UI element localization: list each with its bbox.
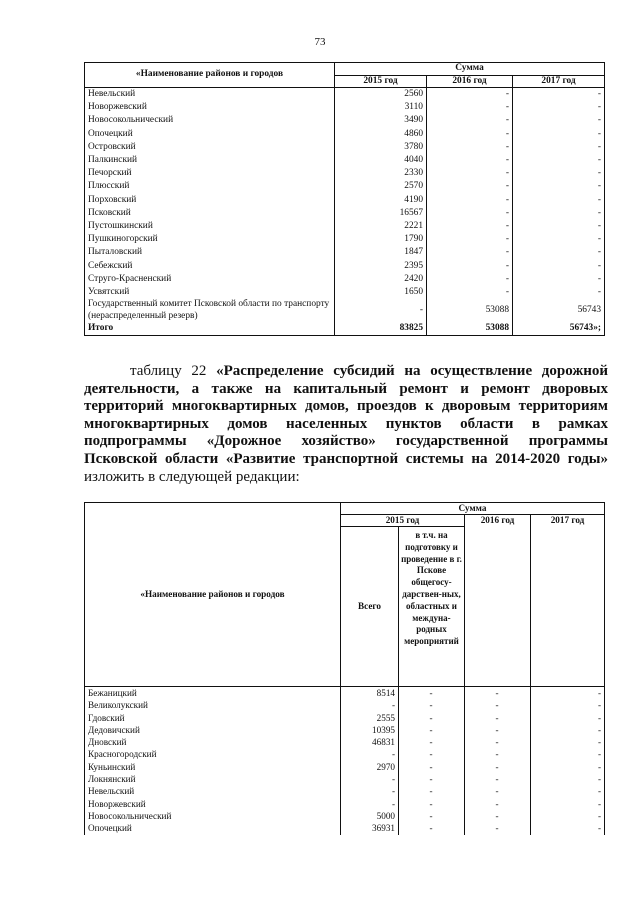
value-2015: 4860: [335, 128, 427, 141]
value-2015: 3490: [335, 114, 427, 127]
table-row: [85, 194, 605, 207]
region-name: Локнянский: [85, 773, 341, 785]
value-2015: 1650: [335, 286, 427, 299]
value-2015: -: [335, 299, 427, 322]
table-row: [85, 246, 605, 259]
value-2016: -: [427, 286, 513, 299]
value-2017: -: [531, 736, 605, 748]
amendment-paragraph: [84, 363, 608, 486]
value-2016: -: [465, 798, 531, 810]
value-2016: -: [427, 114, 513, 127]
paragraph-tail: изложить в следующей редакции:: [84, 468, 300, 485]
value-2017: -: [513, 128, 605, 141]
region-name: Опочецкий: [85, 128, 335, 141]
table-row: [85, 180, 605, 193]
region-name: Невельский: [85, 785, 341, 797]
region-name: Печорский: [85, 167, 335, 180]
value-2017: -: [513, 233, 605, 246]
table-row: [85, 154, 605, 167]
total-label: Итого: [85, 322, 335, 336]
table-row: [85, 785, 605, 797]
value-2015-total: 8514: [341, 687, 399, 700]
total-2017: 56743»;: [513, 322, 605, 336]
header-year-2016: 2016 год: [465, 515, 531, 687]
value-2015-total: -: [341, 773, 399, 785]
region-name: Струго-Красненский: [85, 273, 335, 286]
value-2017: -: [513, 246, 605, 259]
value-2015-total: 2555: [341, 712, 399, 724]
value-2016: -: [427, 194, 513, 207]
value-2017: -: [513, 260, 605, 273]
table-row: [85, 736, 605, 748]
value-2016: -: [465, 687, 531, 700]
value-2017: -: [513, 101, 605, 114]
value-2015-events: -: [399, 822, 465, 834]
value-2017: -: [513, 273, 605, 286]
value-2016: -: [427, 128, 513, 141]
value-2015: 1790: [335, 233, 427, 246]
value-2016: -: [465, 822, 531, 834]
table-row: [85, 798, 605, 810]
table-row: [85, 128, 605, 141]
value-2017: -: [513, 194, 605, 207]
value-2016: -: [427, 154, 513, 167]
value-2017: -: [513, 220, 605, 233]
region-name: Новосокольнический: [85, 114, 335, 127]
total-row: [85, 322, 605, 336]
region-name: Пыталовский: [85, 246, 335, 259]
value-2015: 2330: [335, 167, 427, 180]
value-2015-total: -: [341, 798, 399, 810]
value-2017: -: [513, 114, 605, 127]
value-2016: -: [427, 88, 513, 102]
value-2015: 16567: [335, 207, 427, 220]
header-including-events: в т.ч. на подготовку и проведение в г. Пскове общегосу-дарствен-ных, областных и междуна-родных мероприятий: [399, 527, 465, 687]
value-2015: 2395: [335, 260, 427, 273]
table-row: [85, 260, 605, 273]
table-row: [85, 207, 605, 220]
value-2016: -: [427, 207, 513, 220]
value-2015-events: -: [399, 785, 465, 797]
table-row: [85, 286, 605, 299]
header-region-name: «Наименование районов и городов: [85, 63, 335, 88]
value-2015-total: 10395: [341, 724, 399, 736]
value-2016: -: [465, 712, 531, 724]
value-2015-total: 2970: [341, 761, 399, 773]
value-2016: -: [427, 260, 513, 273]
value-2017: -: [513, 180, 605, 193]
value-2017: -: [531, 687, 605, 700]
region-name: Пустошкинский: [85, 220, 335, 233]
region-name: Усвятский: [85, 286, 335, 299]
value-2015-events: -: [399, 736, 465, 748]
value-2015-events: -: [399, 699, 465, 711]
value-2017: -: [531, 773, 605, 785]
value-2016: -: [465, 785, 531, 797]
value-2015: 3780: [335, 141, 427, 154]
table-row: [85, 822, 605, 834]
value-2015-total: 46831: [341, 736, 399, 748]
table-row: [85, 724, 605, 736]
header-year-2015: 2015 год: [335, 75, 427, 88]
value-2015-events: -: [399, 810, 465, 822]
value-2017: -: [513, 207, 605, 220]
region-name: Опочецкий: [85, 822, 341, 834]
value-2015: 2420: [335, 273, 427, 286]
table-row: [85, 167, 605, 180]
region-name: Невельский: [85, 88, 335, 102]
value-2015: 2560: [335, 88, 427, 102]
region-name: Новоржевский: [85, 101, 335, 114]
table-row: [85, 141, 605, 154]
table-row: [85, 299, 605, 322]
table-row: [85, 114, 605, 127]
value-2017: -: [513, 167, 605, 180]
region-name: Новосокольнический: [85, 810, 341, 822]
region-name: Себежский: [85, 260, 335, 273]
value-2016: -: [427, 180, 513, 193]
page-number: 73: [314, 36, 326, 48]
paragraph-lead: таблицу 22: [130, 363, 217, 379]
value-2015-events: -: [399, 748, 465, 760]
region-name: Гдовский: [85, 712, 341, 724]
region-name: Порховский: [85, 194, 335, 207]
value-2016: -: [427, 220, 513, 233]
header-region-name: «Наименование районов и городов: [85, 503, 341, 687]
value-2017: -: [513, 154, 605, 167]
subsidy-table-22: [84, 502, 605, 835]
value-2015-events: -: [399, 773, 465, 785]
header-year-2016: 2016 год: [427, 75, 513, 88]
table-row: [85, 101, 605, 114]
value-2015: 4190: [335, 194, 427, 207]
region-name: Красногородский: [85, 748, 341, 760]
value-2015-total: 5000: [341, 810, 399, 822]
region-name: Островский: [85, 141, 335, 154]
value-2015-events: -: [399, 798, 465, 810]
region-name: Плюсский: [85, 180, 335, 193]
header-total: Всего: [341, 527, 399, 687]
table-row: [85, 687, 605, 700]
value-2015: 3110: [335, 101, 427, 114]
value-2015-total: -: [341, 748, 399, 760]
value-2016: -: [427, 101, 513, 114]
table-row: [85, 233, 605, 246]
value-2017: -: [531, 798, 605, 810]
value-2016: -: [427, 246, 513, 259]
table-row: [85, 810, 605, 822]
header-year-2015: 2015 год: [341, 515, 465, 527]
value-2016: -: [465, 736, 531, 748]
value-2015-events: -: [399, 761, 465, 773]
value-2017: -: [513, 286, 605, 299]
value-2017: -: [531, 748, 605, 760]
region-name: Бежаницкий: [85, 687, 341, 700]
value-2015: 1847: [335, 246, 427, 259]
value-2015-total: -: [341, 785, 399, 797]
value-2017: -: [513, 141, 605, 154]
value-2016: 53088: [427, 299, 513, 322]
value-2017: -: [531, 699, 605, 711]
table-row: [85, 220, 605, 233]
table-row: [85, 88, 605, 102]
region-name: Псковский: [85, 207, 335, 220]
value-2016: -: [465, 699, 531, 711]
header-year-2017: 2017 год: [513, 75, 605, 88]
value-2016: -: [465, 724, 531, 736]
region-name: Дедовичский: [85, 724, 341, 736]
region-name: Палкинский: [85, 154, 335, 167]
region-name: Дновский: [85, 736, 341, 748]
header-year-2017: 2017 год: [531, 515, 605, 687]
value-2015-events: -: [399, 712, 465, 724]
value-2016: -: [427, 141, 513, 154]
value-2017: -: [531, 761, 605, 773]
total-2016: 53088: [427, 322, 513, 336]
value-2017: -: [513, 88, 605, 102]
region-name: Государственный комитет Псковской области по транспорту (нераспределенный резерв): [85, 299, 335, 322]
value-2017: -: [531, 785, 605, 797]
region-name: Куньинский: [85, 761, 341, 773]
table-row: [85, 712, 605, 724]
value-2017: -: [531, 822, 605, 834]
value-2015-events: -: [399, 687, 465, 700]
region-name: Пушкиногорский: [85, 233, 335, 246]
table-row: [85, 773, 605, 785]
header-sum: Сумма: [341, 503, 605, 515]
value-2016: -: [427, 273, 513, 286]
value-2017: -: [531, 724, 605, 736]
table-row: [85, 699, 605, 711]
table-row: [85, 273, 605, 286]
table-row: [85, 761, 605, 773]
value-2015: 2221: [335, 220, 427, 233]
value-2015-total: 36931: [341, 822, 399, 834]
value-2016: -: [427, 167, 513, 180]
value-2015: 4040: [335, 154, 427, 167]
value-2017: -: [531, 712, 605, 724]
subsidy-table-continued: [84, 62, 605, 336]
header-sum: Сумма: [335, 63, 605, 76]
value-2016: -: [465, 773, 531, 785]
value-2016: -: [465, 761, 531, 773]
value-2015: 2570: [335, 180, 427, 193]
value-2017: 56743: [513, 299, 605, 322]
value-2016: -: [465, 748, 531, 760]
value-2015-total: -: [341, 699, 399, 711]
value-2015-events: -: [399, 724, 465, 736]
table-row: [85, 748, 605, 760]
total-2015: 83825: [335, 322, 427, 336]
value-2017: -: [531, 810, 605, 822]
value-2016: -: [465, 810, 531, 822]
region-name: Великолукский: [85, 699, 341, 711]
region-name: Новоржевский: [85, 798, 341, 810]
value-2016: -: [427, 233, 513, 246]
paragraph-table-title: «Распределение субсидий на осуществление дорожной деятельности, а также на капитальный ремонт и ремонт дворовых территорий многоквартирных домов, проездов к дворовым территориям многоквартирных домов населенных пунктов области в рамках подпрограммы «Дорожное хозяйство» государственной программы Псковской области «Развитие транспортной системы на 2014-2020 годы»: [84, 363, 609, 467]
